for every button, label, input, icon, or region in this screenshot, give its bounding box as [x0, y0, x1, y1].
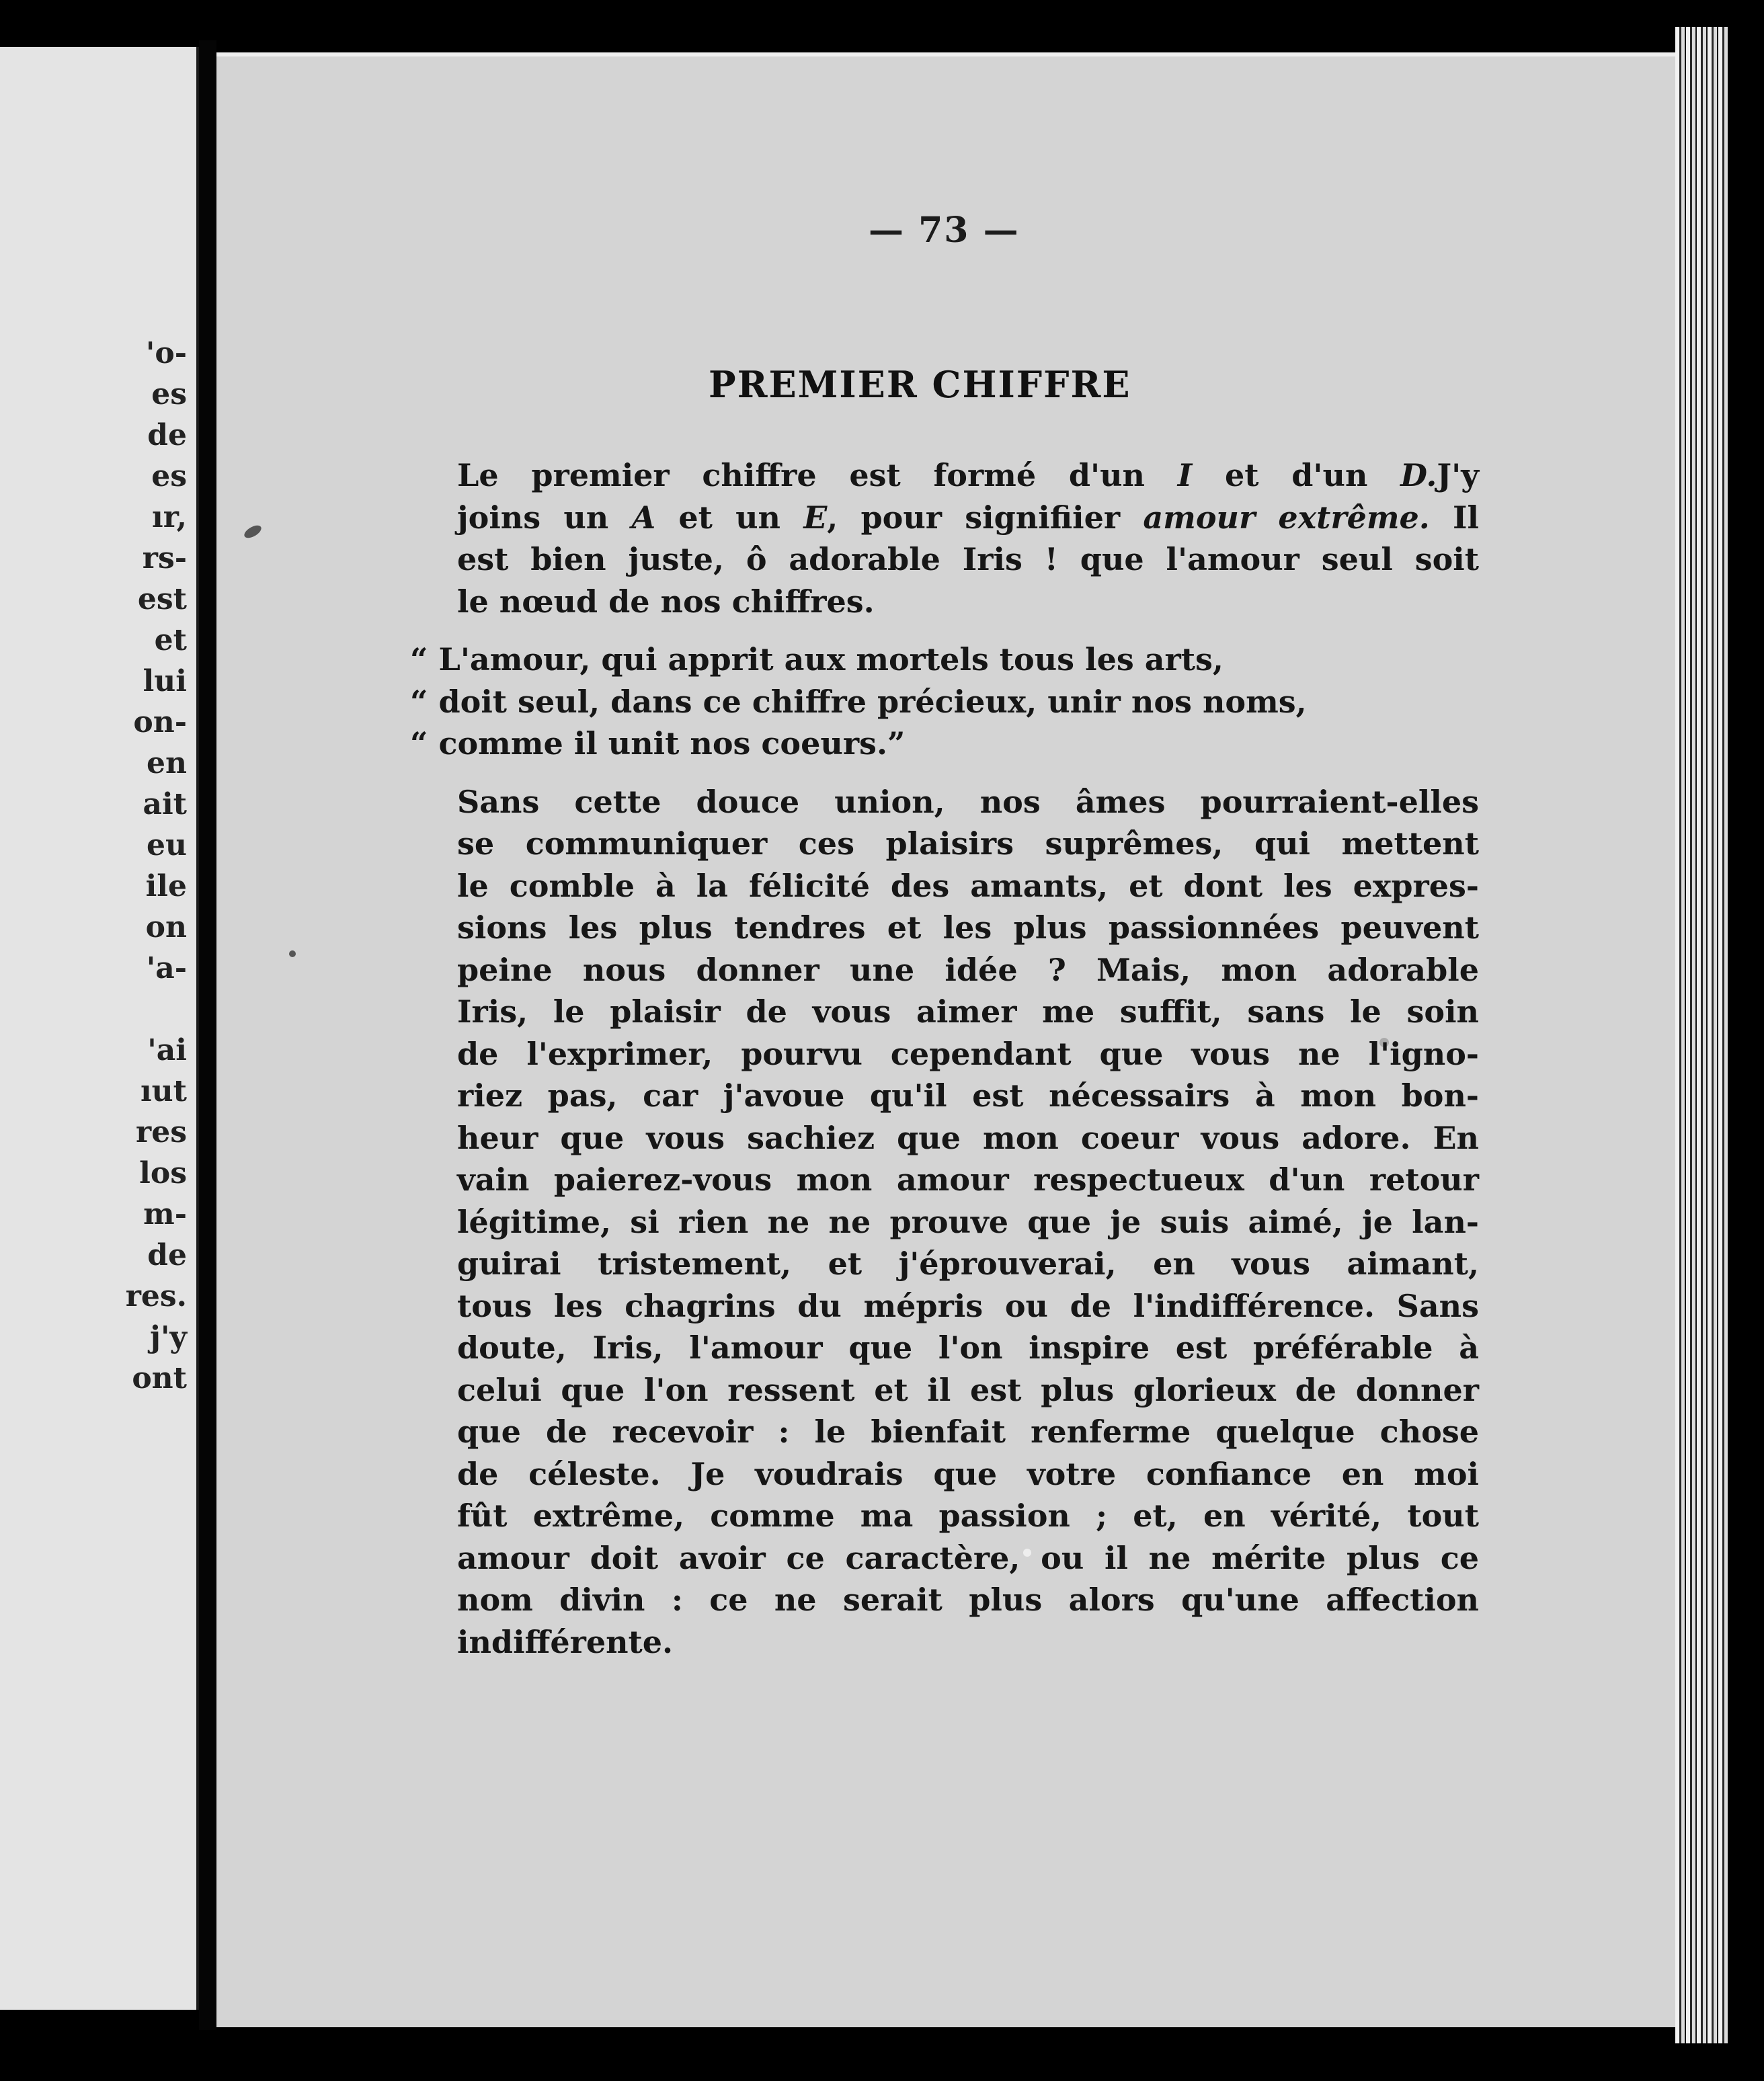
text-line: nom divin : ce ne serait plus alors qu'une affection	[457, 1582, 1479, 1618]
facing-page-fragment: on	[145, 910, 187, 944]
facing-page-fragment: lui	[143, 664, 187, 698]
facing-page-fragment: et	[154, 623, 187, 657]
facing-page-fragment: ait	[143, 787, 187, 821]
text-line: légitime, si rien ne ne prouve que je suis aimé, je lan-	[457, 1203, 1479, 1240]
facing-page-fragment: 'ai	[147, 1033, 187, 1067]
facing-page-fragment: res.	[125, 1279, 187, 1313]
chapter-title: PREMIER CHIFFRE	[709, 363, 1131, 406]
ink-speck	[289, 950, 296, 957]
verse-line: “ doit seul, dans ce chiffre précieux, unir nos noms,	[410, 683, 1307, 720]
text-line: amour doit avoir ce caractère, ou il ne mérite plus ce	[457, 1539, 1479, 1576]
text-line: guirai tristement, et j'éprouverai, en vous aimant,	[457, 1246, 1479, 1282]
verse-line: “ L'amour, qui apprit aux mortels tous les arts,	[410, 641, 1224, 678]
text-run: et d'un	[1192, 457, 1401, 493]
facing-page-fragment: en	[147, 746, 187, 780]
text-line: tous les chagrins du mépris ou de l'indifférence. Sans	[457, 1287, 1479, 1324]
facing-page-fragment: de	[147, 418, 187, 452]
text-run: et un	[655, 499, 804, 536]
facing-page-fragment: eu	[147, 828, 187, 862]
facing-page-fragment: m-	[143, 1197, 187, 1231]
facing-page-fragment: es	[151, 459, 187, 493]
text-line: le comble à la félicité des amants, et dont les expres-	[457, 867, 1479, 904]
text-run: est bien juste, ô adorable Iris ! que l'amour seul soit	[457, 541, 1479, 577]
facing-page-fragment: ır,	[151, 500, 187, 534]
facing-page-fragment: ile	[145, 869, 187, 903]
facing-page-fragment: 'a-	[146, 951, 187, 985]
italic-text: I	[1177, 457, 1193, 493]
text-line: riez pas, car j'avoue qu'il est nécessairs à mon bon-	[457, 1077, 1479, 1114]
text-line: vain paierez-vous mon amour respectueux d'un retour	[457, 1161, 1479, 1198]
text-line	[403, 497, 1479, 539]
facing-page-fragment: los	[139, 1156, 187, 1190]
italic-text: amour extrême.	[1143, 499, 1430, 536]
text-line: Sans cette douce union, nos âmes pourraient-elles	[457, 783, 1479, 820]
verse-quote	[410, 639, 1479, 765]
text-line: Iris, le plaisir de vous aimer me suffit, sans le soin	[457, 993, 1479, 1030]
facing-page-fragment: ıut	[140, 1074, 187, 1108]
verse-line: “ comme il unit nos coeurs.”	[410, 725, 906, 762]
page-edges	[1675, 27, 1728, 2043]
page-number: — 73 —	[869, 210, 1020, 251]
book-gutter	[199, 40, 216, 2030]
text-run: joins un	[457, 499, 632, 536]
facing-page-fragment: on-	[133, 705, 187, 739]
text-line	[403, 581, 1479, 623]
facing-page-fragment: res	[136, 1115, 187, 1149]
italic-text: A	[631, 499, 656, 536]
text-line: se communiquer ces plaisirs suprêmes, qui mettent	[457, 825, 1479, 862]
scan-border	[1728, 0, 1764, 2081]
paragraph-1	[403, 454, 1479, 622]
text-run: le nœud de nos chiffres.	[457, 583, 875, 620]
text-line: de l'exprimer, pourvu cependant que vous ne l'igno-	[457, 1035, 1479, 1072]
text-line	[403, 538, 1479, 581]
facing-page-fragment: j'y	[150, 1320, 187, 1354]
text-line: sions les plus tendres et les plus passionnées peuvent	[457, 909, 1479, 946]
facing-page-fragment: ont	[132, 1361, 187, 1395]
text-line: que de recevoir : le bienfait renferme quelque chose	[457, 1414, 1479, 1450]
text-line: doute, Iris, l'amour que l'on inspire est préférable à	[457, 1330, 1479, 1366]
text-line: heur que vous sachiez que mon coeur vous adore. En	[457, 1119, 1479, 1156]
italic-text: E	[803, 499, 828, 536]
text-line: fût extrême, comme ma passion ; et, en vérité, tout	[457, 1498, 1479, 1534]
facing-page	[0, 47, 199, 2010]
facing-page-fragment: de	[147, 1238, 187, 1272]
text-line: de céleste. Je voudrais que votre confiance en moi	[457, 1455, 1479, 1492]
paragraph-2	[403, 781, 1479, 1664]
ink-speck	[242, 523, 263, 540]
italic-text: D.	[1400, 457, 1437, 493]
text-run: , pour signifiier	[827, 499, 1144, 536]
text-run: Le premier chiffre est formé d'un	[457, 457, 1178, 493]
text-line: celui que l'on ressent et il est plus glorieux de donner	[457, 1371, 1479, 1408]
facing-page-fragment: rs-	[142, 541, 187, 575]
text-line: peine nous donner une idée ? Mais, mon adorable	[457, 951, 1479, 988]
facing-page-fragment: est	[137, 582, 187, 616]
facing-page-fragment: 'o-	[145, 336, 187, 370]
text-line	[403, 454, 1479, 497]
body-text	[403, 454, 1479, 1679]
facing-page-fragment: es	[151, 377, 187, 411]
text-run: J'y	[1437, 457, 1479, 493]
text-run: Il	[1429, 499, 1480, 536]
text-line: indifférente.	[457, 1623, 674, 1660]
